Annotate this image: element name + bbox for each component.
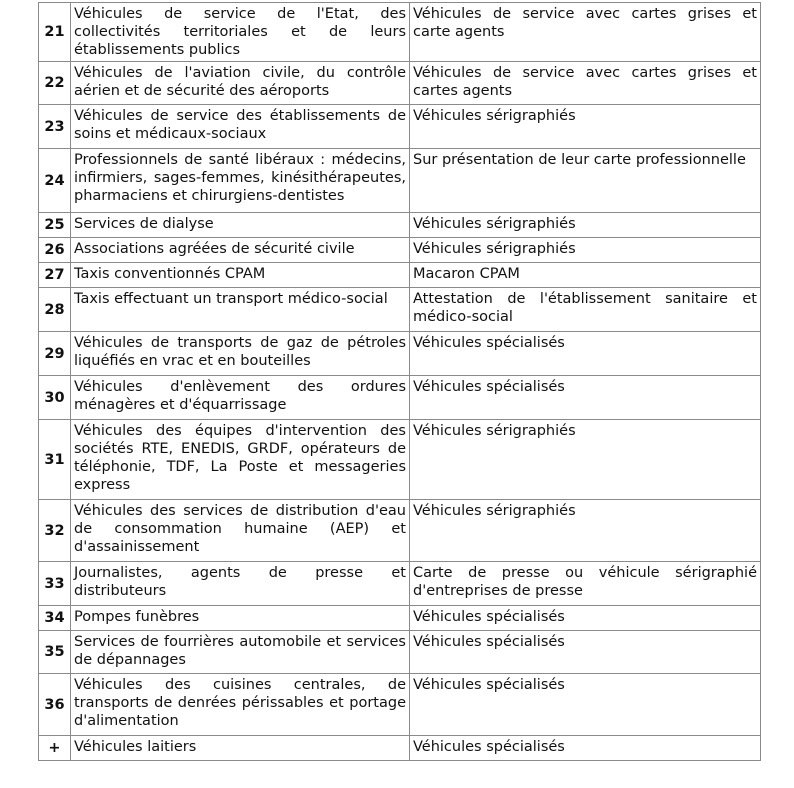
row-category: Véhicules des services de distribution d'eau de consommation humaine (AEP) et d'assainissement: [71, 500, 410, 562]
table-row: [39, 500, 761, 562]
row-category: Véhicules de l'aviation civile, du contrôle aérien et de sécurité des aéroports: [71, 62, 410, 105]
row-number: 33: [39, 562, 71, 606]
table-row: [39, 376, 761, 420]
row-condition: Véhicules sérigraphiés: [410, 500, 761, 562]
row-category: Pompes funèbres: [71, 606, 410, 631]
table-row: [39, 238, 761, 263]
row-number: 26: [39, 238, 71, 263]
table-row: [39, 213, 761, 238]
row-condition: Véhicules spécialisés: [410, 376, 761, 420]
row-category: Associations agréées de sécurité civile: [71, 238, 410, 263]
row-number: +: [39, 736, 71, 761]
row-number: 22: [39, 62, 71, 105]
row-number: 36: [39, 674, 71, 736]
row-number: 24: [39, 149, 71, 213]
row-number: 32: [39, 500, 71, 562]
row-number: 30: [39, 376, 71, 420]
row-condition: Macaron CPAM: [410, 263, 761, 288]
row-number: 21: [39, 3, 71, 62]
row-condition: Sur présentation de leur carte professionnelle: [410, 149, 761, 213]
row-category: Véhicules des équipes d'intervention des sociétés RTE, ENEDIS, GRDF, opérateurs de téléphonie, TDF, La Poste et messageries express: [71, 420, 410, 500]
row-category: Taxis effectuant un transport médico-social: [71, 288, 410, 332]
row-number: 29: [39, 332, 71, 376]
row-number: 27: [39, 263, 71, 288]
table-row: [39, 674, 761, 736]
table-row: [39, 562, 761, 606]
row-condition: Véhicules sérigraphiés: [410, 420, 761, 500]
row-condition: Véhicules sérigraphiés: [410, 213, 761, 238]
row-condition: Véhicules spécialisés: [410, 631, 761, 674]
row-category: Véhicules d'enlèvement des ordures ménagères et d'équarrissage: [71, 376, 410, 420]
row-number: 25: [39, 213, 71, 238]
row-condition: Véhicules sérigraphiés: [410, 105, 761, 149]
row-number: 23: [39, 105, 71, 149]
row-condition: Attestation de l'établissement sanitaire et médico-social: [410, 288, 761, 332]
row-category: Véhicules de transports de gaz de pétroles liquéfiés en vrac et en bouteilles: [71, 332, 410, 376]
row-category: Services de fourrières automobile et services de dépannages: [71, 631, 410, 674]
row-category: Taxis conventionnés CPAM: [71, 263, 410, 288]
table-row: [39, 62, 761, 105]
table-row: [39, 3, 761, 62]
table-row: [39, 736, 761, 761]
table-row: [39, 149, 761, 213]
vehicle-exemption-table: [38, 2, 761, 761]
row-category: Véhicules laitiers: [71, 736, 410, 761]
row-category: Professionnels de santé libéraux : médecins, infirmiers, sages-femmes, kinésithérapeutes, pharmaciens et chirurgiens-dentistes: [71, 149, 410, 213]
row-category: Véhicules de service de l'Etat, des collectivités territoriales et de leurs établissements publics: [71, 3, 410, 62]
row-condition: Véhicules sérigraphiés: [410, 238, 761, 263]
table-body: [39, 3, 761, 761]
table-row: [39, 332, 761, 376]
row-condition: Véhicules spécialisés: [410, 736, 761, 761]
row-condition: Véhicules spécialisés: [410, 332, 761, 376]
row-category: Services de dialyse: [71, 213, 410, 238]
row-number: 28: [39, 288, 71, 332]
table-row: [39, 420, 761, 500]
row-condition: Véhicules de service avec cartes grises et carte agents: [410, 3, 761, 62]
row-condition: Véhicules de service avec cartes grises et cartes agents: [410, 62, 761, 105]
row-category: Véhicules de service des établissements de soins et médicaux-sociaux: [71, 105, 410, 149]
row-number: 34: [39, 606, 71, 631]
row-condition: Carte de presse ou véhicule sérigraphié d'entreprises de presse: [410, 562, 761, 606]
row-category: Journalistes, agents de presse et distributeurs: [71, 562, 410, 606]
table-row: [39, 288, 761, 332]
table-row: [39, 631, 761, 674]
table-row: [39, 263, 761, 288]
row-condition: Véhicules spécialisés: [410, 674, 761, 736]
row-category: Véhicules des cuisines centrales, de transports de denrées périssables et portage d'alimentation: [71, 674, 410, 736]
row-number: 31: [39, 420, 71, 500]
row-number: 35: [39, 631, 71, 674]
table-row: [39, 606, 761, 631]
table-row: [39, 105, 761, 149]
row-condition: Véhicules spécialisés: [410, 606, 761, 631]
